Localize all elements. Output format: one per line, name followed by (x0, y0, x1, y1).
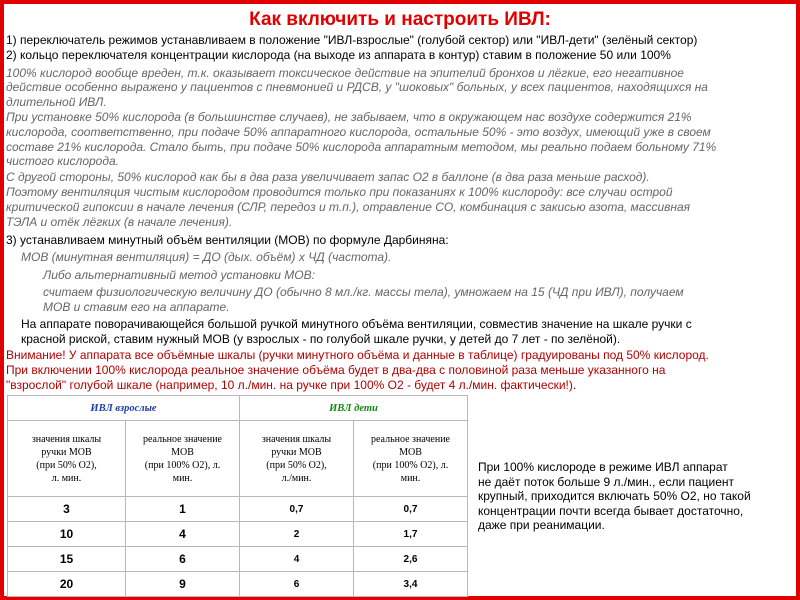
table-cell: 2,6 (354, 547, 468, 572)
column-header-line: МОВ (171, 446, 194, 458)
pure-oxygen-paragraph-line: Поэтому вентиляция чистым кислородом проводится только при показаниях к 100% кислороду: все случаи острой (6, 185, 673, 199)
oxygen-100-paragraph-line: 100% кислород вообще вреден, т.к. оказывает токсическое действие на эпителий бронхов и лёгкие, его негативное (6, 66, 684, 80)
page-title: Как включить и настроить ИВЛ: (249, 9, 551, 30)
alternative-method-line: МОВ и ставим его на аппарате. (43, 300, 230, 314)
column-header-line: мин. (172, 472, 193, 484)
column-header-line: (при 50% О2), (266, 459, 327, 471)
side-note (478, 460, 788, 533)
step-3-text: 3) устанавливаем минутный объём вентиляции (МОВ) по формуле Дарбиняна: (6, 233, 449, 247)
table-row (8, 572, 468, 597)
column-header-line: значения шкалы (31, 433, 102, 445)
table-cell: 3 (8, 497, 126, 522)
minute-volume-table (7, 395, 468, 597)
oxygen-reserve-line: С другой стороны, 50% кислород как бы в два раза увеличивает запас О2 в баллоне (в два раза меньше расход). (6, 170, 650, 184)
table-cell: 2 (240, 522, 354, 547)
column-header-line: МОВ (399, 446, 422, 458)
table-cell: 0,7 (354, 497, 468, 522)
table-cell: 4 (126, 522, 240, 547)
table-cell: 9 (126, 572, 240, 597)
column-header-line: реальное значение (143, 433, 222, 445)
table-cell: 15 (8, 547, 126, 572)
oxygen-50-paragraph-line: При установке 50% кислорода (в большинстве случаев), не забываем, что в окружающем нас воздухе содержится 21% (6, 110, 692, 124)
child-group-header: ИВЛ дети (240, 396, 468, 421)
oxygen-50-paragraph-line: кислорода, соответственно, при подаче 50% аппаратного кислорода, остальные 50% - это воздух, имеющий уже в своем (6, 125, 711, 139)
side-note-line: При 100% кислороде в режиме ИВЛ аппарат (478, 460, 728, 474)
oxygen-50-paragraph-line: составе 21% кислорода. Стало быть, при подаче 50% кислорода аппаратным методом, мы реально подаем больному 71% (6, 140, 717, 154)
table-cell: 1 (126, 497, 240, 522)
step-1-text: 1) переключатель режимов устанавливаем в положение "ИВЛ-взрослые" (голубой сектор) или "ИВЛ-дети" (зелёный сектор) (6, 33, 698, 47)
column-header-line: л. мин. (51, 472, 82, 484)
column-header (240, 421, 354, 497)
side-note-line: даже при реанимации. (478, 518, 605, 533)
oxygen-100-paragraph-line: действие особенно выражено у пациентов с пневмонией и РДСВ, у "шоковых" больных, у всех пациентов, находящихся на (6, 80, 708, 94)
table-cell: 3,4 (354, 572, 468, 597)
warning-line: При включении 100% кислорода реальное значение объёма будет в два-два с половиной раза меньше указанного на (6, 363, 666, 377)
column-header-line: значения шкалы (261, 433, 332, 445)
column-header-line: ручки МОВ (271, 446, 322, 458)
table-cell: 4 (240, 547, 354, 572)
column-header-line: (при 100% О2), л. (372, 459, 449, 471)
oxygen-100-paragraph-line: длительной ИВЛ. (6, 95, 107, 109)
pure-oxygen-paragraph-line: критической гипоксии в начале лечения (СЛР, передоз и т.п.), отравление СО, комбинация с закисью азота, массивная (6, 200, 691, 214)
column-header-line: реальное значение (371, 433, 450, 445)
column-header (8, 421, 126, 497)
column-header-line: ручки МОВ (41, 446, 92, 458)
alternative-method-line: считаем физиологическую величину ДО (обычно 8 мл./кг. массы тела), умножаем на 15 (ЧД при ИВЛ), получаем (43, 285, 684, 299)
pure-oxygen-paragraph-line: ТЭЛА и отёк лёгких (в начале лечения). (6, 215, 233, 229)
table-cell: 20 (8, 572, 126, 597)
table-cell: 6 (240, 572, 354, 597)
table-cell: 0,7 (240, 497, 354, 522)
warning-line: Внимание! У аппарата все объёмные шкалы (ручки минутного объёма и данные в таблице) градуированы под 50% кислород. (6, 348, 709, 362)
table-cell: 6 (126, 547, 240, 572)
column-header (126, 421, 240, 497)
alternative-method-line: Либо альтернативный метод установки МОВ: (43, 268, 315, 282)
column-header (354, 421, 468, 497)
knob-instruction-line: На аппарате поворачивающейся большой ручкой минутного объёма вентиляции, совместив значение на шкале ручки с (21, 317, 692, 331)
side-note-line: крупный, приходится включать 50% О2, но такой (478, 489, 751, 504)
side-note-line: концентрации почти всегда бывает достаточно, (478, 503, 744, 518)
table-row (8, 547, 468, 572)
oxygen-50-paragraph-line: чистого кислорода. (6, 154, 119, 168)
knob-instruction-line: красной риской, ставим нужный МОВ (у взрослых - по голубой шкале ручки, у детей до 7 лет - по зелёной). (21, 332, 621, 346)
table-row (8, 497, 468, 522)
step-2-text: 2) кольцо переключателя концентрации кислорода (на выходе из аппарата в контур) ставим в положение 50 или 100% (6, 48, 671, 62)
side-note-line: не даёт поток больше 9 л./мин., если пациент (478, 474, 735, 489)
darbinyan-formula: МОВ (минутная вентиляция) = ДО (дых. объём) х ЧД (частота). (21, 250, 392, 264)
table-cell: 10 (8, 522, 126, 547)
column-header-line: (при 100% О2), л. (144, 459, 221, 471)
column-header-line: л./мин. (281, 472, 312, 484)
warning-line: "взрослой" голубой шкале (например, 10 л./мин. на ручке при 100% О2 - будет 4 л./мин. фактически!). (6, 378, 577, 392)
table-cell: 1,7 (354, 522, 468, 547)
column-header-line: (при 50% О2), (36, 459, 97, 471)
adult-group-header: ИВЛ взрослые (8, 396, 240, 421)
column-header-line: мин. (400, 472, 421, 484)
table-row (8, 522, 468, 547)
